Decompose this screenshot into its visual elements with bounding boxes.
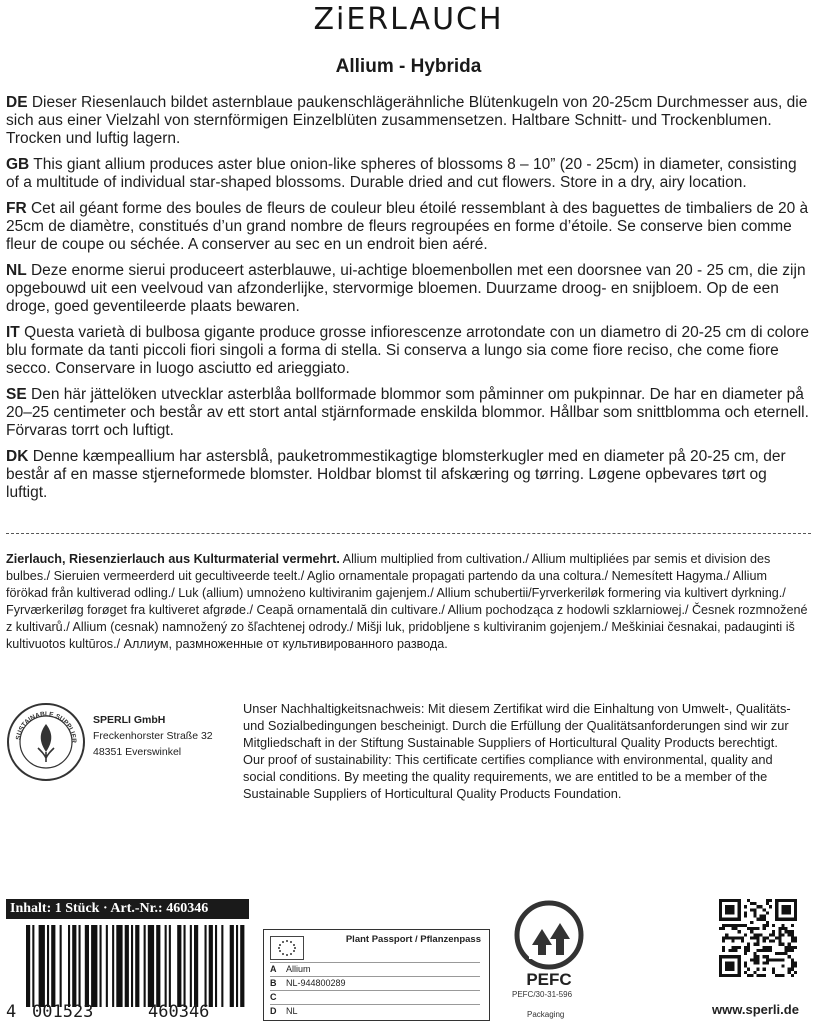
ean-left-group: 001523 <box>32 1002 94 1022</box>
qr-module <box>756 905 759 908</box>
barcode-bar <box>72 925 76 1007</box>
qr-module <box>769 949 772 952</box>
passport-row-c: C <box>270 990 480 1004</box>
qr-module <box>753 908 756 911</box>
qr-module <box>781 958 784 961</box>
qr-module <box>744 905 747 908</box>
qr-module <box>791 974 794 977</box>
qr-module <box>750 908 753 911</box>
qr-module <box>794 965 797 968</box>
barcode-bar <box>144 925 146 1007</box>
barcode-bar <box>51 925 55 1007</box>
qr-module <box>763 946 766 949</box>
qr-module <box>722 946 725 949</box>
qr-module <box>769 899 772 902</box>
plant-passport-title: Plant Passport / Pflanzenpass <box>345 934 481 945</box>
qr-module <box>750 927 753 930</box>
sustainability-statement <box>243 700 803 802</box>
barcode-bar <box>236 925 238 1007</box>
qr-module <box>731 927 734 930</box>
qr-module <box>753 936 756 939</box>
qr-module <box>753 952 756 955</box>
qr-module <box>760 949 763 952</box>
barcode-bar <box>205 925 207 1007</box>
qr-module <box>766 899 769 902</box>
qr-module <box>763 936 766 939</box>
qr-module <box>788 949 791 952</box>
barcode-bar <box>184 925 186 1007</box>
qr-module <box>738 936 741 939</box>
seal-text-path: SUSTAINABLE SUPPLIER <box>15 710 78 744</box>
qr-module <box>719 899 741 902</box>
qr-module <box>763 955 766 958</box>
qr-module <box>744 946 747 949</box>
qr-module <box>788 933 791 936</box>
barcode-bar <box>47 925 49 1007</box>
company-city: 48351 Everswinkel <box>93 746 182 758</box>
qr-module <box>753 971 756 974</box>
qr-module <box>791 965 794 968</box>
product-subtitle: Allium - Hybrida <box>335 56 482 77</box>
qr-module <box>766 924 769 927</box>
barcode-bar <box>215 925 217 1007</box>
qr-module <box>747 946 750 949</box>
qr-module <box>744 961 747 964</box>
cut-divider <box>6 533 811 534</box>
qr-module <box>766 946 769 949</box>
qr-module <box>785 927 788 930</box>
qr-module <box>735 936 738 939</box>
qr-module <box>753 902 756 905</box>
barcode-bar <box>112 925 114 1007</box>
qr-module <box>744 933 747 936</box>
description-list <box>6 94 810 510</box>
qr-module <box>738 946 741 949</box>
qr-module <box>728 949 731 952</box>
qr-module <box>769 940 772 943</box>
barcode-bar <box>91 925 97 1007</box>
qr-module <box>753 927 756 930</box>
qr-module <box>788 971 791 974</box>
qr-module <box>744 949 747 952</box>
qr-module <box>775 958 778 961</box>
qr-module <box>791 940 794 943</box>
sustainability-de: Unser Nachhaltigkeitsnachweis: Mit diesem Zertifikat wird die Einhaltung von Umwelt-, Qualitäts- und Sozialbedingungen bescheinigt. Durch die Erfüllung der Qualitätsanforderungen sind wir zur Mitgliedschaft in der Stiftung Sustainable Suppliers of Horticultural Quality Products berechtigt. <box>243 701 791 750</box>
pefc-code: PEFC/30-31-596 <box>512 990 573 999</box>
qr-module <box>744 911 747 914</box>
qr-module <box>775 974 778 977</box>
barcode-bar <box>221 925 223 1007</box>
qr-module <box>719 974 741 977</box>
description-gb: GB This giant allium produces aster blue onion-like spheres of blossoms 8 – 10” (20 - 25cm) in diameter, consisting of a multitude of individual star-shaped blossoms. Durable dried and cut flowers. Store in a dry, airy location. <box>6 156 797 191</box>
qr-module <box>725 933 728 936</box>
qr-module <box>719 955 722 977</box>
qr-module <box>763 924 766 927</box>
qr-module <box>722 936 725 939</box>
qr-module <box>772 930 775 933</box>
qr-module <box>775 918 797 921</box>
qr-module <box>763 961 766 964</box>
product-title: ZiERLAUCH <box>313 2 504 37</box>
qr-module <box>738 924 741 927</box>
qr-module <box>753 943 756 946</box>
qr-module <box>791 949 794 952</box>
qr-module <box>722 949 725 952</box>
qr-module <box>785 949 788 952</box>
qr-module <box>791 924 794 927</box>
eu-flag-icon <box>270 936 304 960</box>
qr-module <box>750 974 753 977</box>
qr-module <box>791 958 794 961</box>
barcode-bar <box>194 925 198 1007</box>
qr-module <box>766 936 769 939</box>
qr-module <box>788 943 791 946</box>
qr-module <box>772 958 775 961</box>
qr-module <box>785 952 788 955</box>
barcode-bar <box>60 925 62 1007</box>
qr-module <box>738 899 741 921</box>
qr-module <box>735 927 738 930</box>
qr-module <box>756 936 759 939</box>
barcode-bar <box>177 925 181 1007</box>
qr-module <box>747 949 750 952</box>
qr-module <box>763 974 766 977</box>
qr-module <box>778 927 781 930</box>
qr-module <box>747 927 750 930</box>
qr-module <box>769 933 772 936</box>
qr-module <box>756 943 759 946</box>
qr-module <box>788 930 791 933</box>
qr-module <box>781 933 784 936</box>
qr-code-icon <box>719 899 797 977</box>
qr-module <box>791 961 794 964</box>
origin-statement: Zierlauch, Riesenzierlauch aus Kulturmaterial vermehrt. Allium multiplied from cultivation./ Allium multipliées par semis et division des bulbes./ Sieruien vermeerderd uit gecultiveerde teelt./ Aglio ornamentale propagati partendo da una coltura./ Nemesített Hagyma./ Allium förökad från kultiverad odling./ Luk (allium) umnożeno kultiviranim gajenjem./ Allium schubertii/Fyrverkeriløk formering via kultivert dyrkning./ Fyrværkeriløg forøget fra kultiveret afgrøde./ Ceapă ornamentală din cultivare./ Allium pochodząca z hodowli szklarniowej./ Česnek rozmnožené z kultivarů./ Allium (cesnak) namnožený zo šľachtenej odrody./ Mišji luk, pridobljene s kultiviranim gojenjem./ Meškiniai česnakai, padauginti iš kultivuotos kultūros./ Аллиум, размноженные от культивированного развода. <box>6 552 808 651</box>
qr-module <box>781 924 784 927</box>
qr-module <box>753 958 756 961</box>
qr-module <box>756 949 759 952</box>
qr-module <box>756 940 759 943</box>
qr-module <box>772 971 775 974</box>
qr-module <box>744 971 747 974</box>
qr-module <box>719 899 722 921</box>
qr-module <box>772 933 775 936</box>
qr-module <box>735 946 738 949</box>
qr-module <box>763 949 766 952</box>
passport-row-b: B NL-944800289 <box>270 976 480 990</box>
sustainability-en: Our proof of sustainability: This certificate certifies compliance with environmental, quality and social conditions. By meeting the quality requirements, we are entitled to be a member of the Sustainable Suppliers of Horticultural Quality Products Foundation. <box>243 752 773 801</box>
qr-module <box>747 943 750 946</box>
qr-module <box>791 930 794 933</box>
qr-module <box>728 924 731 927</box>
qr-module <box>753 915 756 918</box>
qr-module <box>756 958 759 961</box>
qr-module <box>719 927 722 930</box>
qr-module <box>775 899 778 921</box>
qr-module <box>781 905 790 914</box>
qr-module <box>769 958 772 961</box>
qr-module <box>750 936 753 939</box>
qr-module <box>781 943 784 946</box>
qr-module <box>738 930 741 933</box>
qr-module <box>763 927 766 930</box>
qr-module <box>728 936 731 939</box>
qr-module <box>747 968 750 971</box>
qr-module <box>794 971 797 974</box>
qr-module <box>722 940 725 943</box>
qr-module <box>781 952 784 955</box>
barcode-bar <box>106 925 108 1007</box>
qr-module <box>766 961 769 964</box>
barcode-bar <box>116 925 122 1007</box>
qr-module <box>794 946 797 949</box>
qr-module <box>778 974 781 977</box>
qr-module <box>741 936 744 939</box>
barcode-bar <box>100 925 102 1007</box>
qr-module <box>778 933 781 936</box>
qr-module <box>753 933 756 936</box>
qr-module <box>722 924 725 927</box>
qr-module <box>731 946 734 949</box>
qr-module <box>756 955 759 958</box>
qr-module <box>744 915 747 918</box>
qr-module <box>775 952 778 955</box>
qr-module <box>781 927 784 930</box>
qr-module <box>788 955 791 958</box>
qr-module <box>750 902 753 905</box>
qr-module <box>791 946 794 949</box>
passport-row-d: D NL <box>270 1004 480 1018</box>
qr-module <box>756 961 759 964</box>
qr-module <box>763 940 766 943</box>
company-street: Freckenhorster Straße 32 <box>93 730 213 742</box>
qr-module <box>788 968 791 971</box>
barcode-bar <box>169 925 171 1007</box>
barcode-bar <box>135 925 139 1007</box>
website-url: www.sperli.de <box>712 1002 799 1017</box>
barcode-bar <box>125 925 129 1007</box>
qr-module <box>778 958 781 961</box>
qr-module <box>791 936 794 939</box>
description-de: DE Dieser Riesenlauch bildet asternblaue paukenschlägerähnliche Blütenkugeln von 20-25cm Durchmesser aus, die sich aus einer Vielzahl von sternförmigen Einzelblüten zusammensetzen. Haltbare Schnitt- und Trockenblumen. Trocken und luftig lagern. <box>6 94 808 147</box>
barcode-bar <box>85 925 89 1007</box>
qr-module <box>785 946 788 949</box>
passport-row-a: A Allium <box>270 962 480 976</box>
barcode-bar <box>190 925 192 1007</box>
qr-module <box>772 940 775 943</box>
qr-module <box>794 936 797 939</box>
description-se: SE Den här jättelöken utvecklar asterblåa bollformade blommor som påminner om pukpinnar. De har en diameter på 20–25 centimeter och består av ett stort antal stjärnformade enskilda blommor. Hållbar som snittblomma och eternell. Förvaras torrt och luftigt. <box>6 386 809 439</box>
qr-module <box>744 924 747 927</box>
description-it: IT Questa varietà di bulbosa gigante produce grosse infiorescenze arrotondate con un diametro di 20-25 cm di colore blu formate da tanti piccoli fiori singoli a forma di stella. Si conserva a lungo sia come fiore reciso, che come fiore secco. Conservare in luogo asciutto ed arieggiato. <box>6 324 810 377</box>
qr-module <box>747 974 750 977</box>
qr-module <box>750 958 753 961</box>
qr-module <box>760 905 763 908</box>
qr-module <box>781 965 784 968</box>
pefc-label: PEFC <box>526 970 572 989</box>
qr-module <box>781 974 784 977</box>
qr-module <box>725 936 728 939</box>
qr-module <box>778 930 781 933</box>
company-address <box>93 712 213 760</box>
qr-module <box>753 911 756 914</box>
barcode-bar <box>131 925 133 1007</box>
qr-module <box>794 961 797 964</box>
company-name: SPERLI GmbH <box>93 714 166 726</box>
ean-number <box>6 1002 249 1024</box>
ean-first-digit: 4 <box>6 1002 17 1022</box>
qr-module <box>744 952 747 955</box>
description-fr: FR Cet ail géant forme des boules de fleurs de couleur bleu étoilé ressemblant à des baguettes de timbaliers de 20 à 25cm de diamètre, constitués d’un grand nombre de fleurs regroupées en forme d’étoile. Se conserve bien comme fleur de coupe ou séchée. A conserver au sec en un endroit bien aéré. <box>6 200 809 253</box>
barcode-bar <box>156 925 160 1007</box>
qr-module <box>756 974 759 977</box>
qr-module <box>769 946 772 949</box>
qr-module <box>766 921 769 924</box>
qr-module <box>731 924 734 927</box>
qr-module <box>753 961 756 964</box>
qr-module <box>760 918 763 921</box>
barcode-bar <box>26 925 30 1007</box>
qr-module <box>735 949 738 952</box>
qr-module <box>785 930 788 933</box>
description-nl: NL Deze enorme sierui produceert asterblauwe, ui-achtige bloemenbollen met een doorsnee van 20 - 25 cm, die zijn opgebouwd uit een veelvoud van afzonderlijke, stervormige bloemen. Duurzame droog- en snijbloem. Op de een droge, goed geventileerde plaats bewaren. <box>6 262 806 315</box>
qr-module <box>722 927 725 930</box>
qr-module <box>766 955 769 958</box>
qr-module <box>769 905 772 908</box>
qr-module <box>744 965 747 968</box>
qr-module <box>794 940 797 943</box>
qr-module <box>766 958 769 961</box>
qr-module <box>760 974 763 977</box>
barcode-bar <box>230 925 234 1007</box>
qr-module <box>766 911 769 914</box>
barcode-icon <box>6 925 249 1007</box>
qr-module <box>794 899 797 921</box>
barcode-bar <box>32 925 34 1007</box>
qr-module <box>731 936 734 939</box>
qr-module <box>775 899 797 902</box>
qr-module <box>719 955 741 958</box>
pefc-packaging: Packaging <box>527 1010 565 1019</box>
qr-module <box>760 933 763 936</box>
qr-module <box>778 952 781 955</box>
barcode-bar <box>79 925 81 1007</box>
qr-module <box>763 968 766 971</box>
qr-module <box>725 905 734 914</box>
qr-module <box>791 933 794 936</box>
qr-module <box>763 915 766 918</box>
qr-module <box>775 936 778 939</box>
barcode-bar <box>68 925 70 1007</box>
qr-module <box>753 955 756 958</box>
barcode-bar <box>39 925 45 1007</box>
qr-module <box>772 968 775 971</box>
qr-module <box>756 927 759 930</box>
qr-module <box>766 902 769 905</box>
qr-module <box>788 946 791 949</box>
barcode-bar <box>165 925 167 1007</box>
qr-module <box>772 924 775 927</box>
barcode-bar <box>209 925 213 1007</box>
barcode-bar <box>148 925 154 1007</box>
qr-module <box>763 908 766 911</box>
qr-module <box>741 940 744 943</box>
qr-module <box>741 924 744 927</box>
description-dk: DK Denne kæmpeallium har astersblå, pauketrommestikagtige blomsterkugler med en diameter på 20-25 cm, der består af en masse stjerneformede blomster. Holdbar blomst til afskæring og tørring. Løgene opbevares tørt og luftigt. <box>6 448 786 501</box>
qr-module <box>719 918 741 921</box>
content-article-label: Inhalt: 1 Stück · Art.-Nr.: 460346 <box>6 899 249 919</box>
qr-module <box>756 933 759 936</box>
qr-module <box>731 949 734 952</box>
sustainable-supplier-seal-icon <box>6 702 86 782</box>
qr-module <box>778 943 781 946</box>
qr-module <box>756 918 759 921</box>
qr-module <box>735 924 738 927</box>
qr-module <box>731 940 734 943</box>
qr-module <box>791 968 794 971</box>
barcode-bar <box>240 925 244 1007</box>
qr-module <box>747 899 750 902</box>
qr-module <box>725 961 734 970</box>
qr-module <box>778 936 781 939</box>
qr-module <box>778 940 781 943</box>
qr-module <box>725 924 728 927</box>
qr-module <box>766 949 769 952</box>
plant-passport <box>263 929 490 1021</box>
qr-module <box>756 968 759 971</box>
qr-module <box>738 955 741 977</box>
ean-right-group: 460346 <box>148 1002 210 1022</box>
qr-module <box>750 930 753 933</box>
qr-module <box>760 915 763 918</box>
qr-module <box>763 918 766 921</box>
qr-module <box>750 921 753 924</box>
